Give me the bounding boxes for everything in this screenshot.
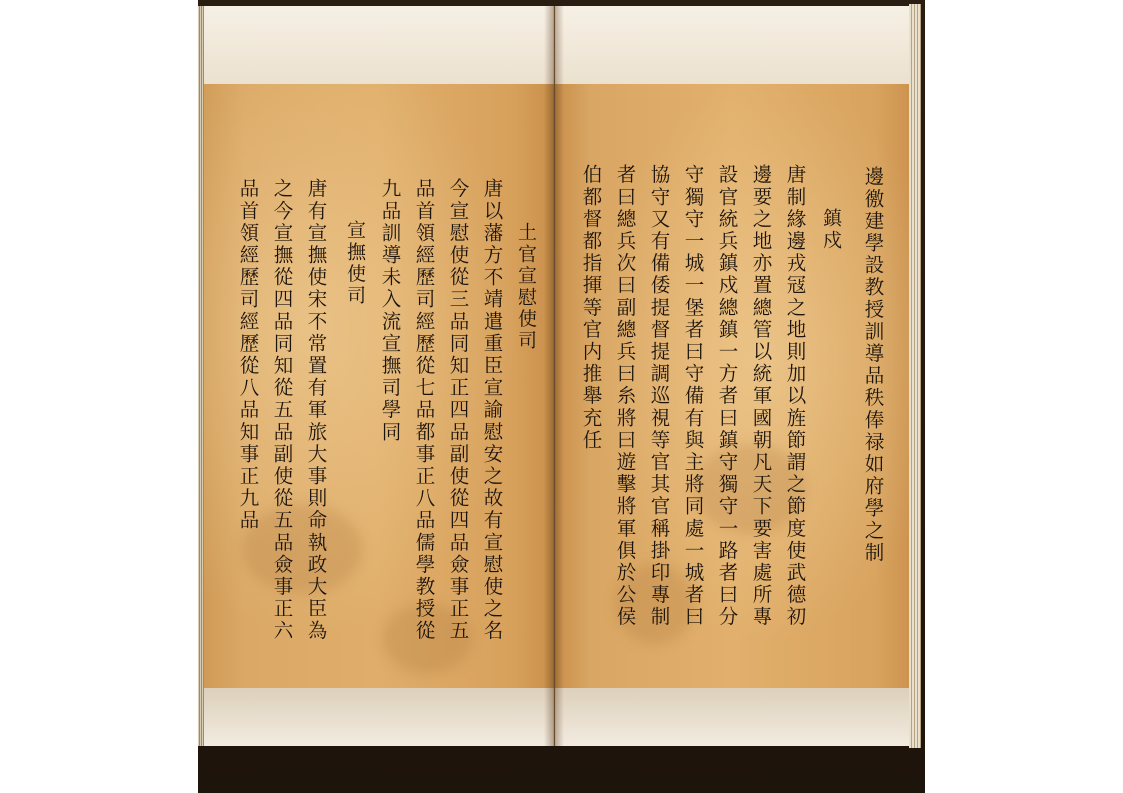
left-text-column-2: 今宣慰使從三品同知正四品副使從四品僉事正五 xyxy=(446,178,470,643)
right-page-edges xyxy=(909,4,921,748)
left-heading-xuanfu: 宣撫使司 xyxy=(344,220,366,307)
right-text-column-4: 設官統兵鎮戍總鎮一方者曰鎮守獨守一路者曰分 xyxy=(715,164,739,629)
left-text-column-6: 之今宣撫從四品同知從五品副使從五品僉事正六 xyxy=(270,178,294,643)
left-text-column-5: 唐有宣撫使宋不常置有軍旅大事則命執政大臣為 xyxy=(304,178,328,643)
left-text-column-1: 唐以藩方不靖遣重臣宣諭慰安之故有宣慰使之名 xyxy=(480,178,504,643)
left-page-bottom-margin xyxy=(202,688,554,746)
book-gutter xyxy=(544,6,564,746)
left-page-top-margin xyxy=(202,6,554,84)
right-heading-zhenshu: 鎮戍 xyxy=(820,208,842,252)
right-text-column-6: 協守又有備倭提督提調巡視等官其官稱掛印專制 xyxy=(647,164,671,629)
left-text-column-3: 品首領經歷司經歷從七品都事正八品儒學教授從 xyxy=(412,178,436,643)
left-page-edges xyxy=(198,6,204,746)
open-book xyxy=(198,0,925,793)
right-page-text-area xyxy=(555,84,911,694)
left-page-text-area xyxy=(202,84,554,694)
right-page xyxy=(555,6,911,746)
right-text-column-7: 者曰總兵次曰副總兵曰糸將曰遊擊將軍俱於公侯 xyxy=(613,164,637,629)
left-text-column-7: 品首領經歷司經歷從八品知事正九品 xyxy=(236,178,260,532)
left-page xyxy=(202,6,555,746)
right-page-top-margin xyxy=(555,6,911,84)
left-text-column-4: 九品訓導未入流宣撫司學同 xyxy=(378,178,402,444)
paper-stain xyxy=(242,504,362,594)
right-text-column-5: 守獨守一城一堡者曰守備有與主將同處一城者曰 xyxy=(681,164,705,629)
right-text-column-3: 邊要之地亦置總管以統軍國朝凡天下要害處所專 xyxy=(749,164,773,629)
right-page-bottom-margin xyxy=(555,688,911,746)
right-text-column-2: 唐制緣邊戎冦之地則加以旌節謂之節度使武德初 xyxy=(783,164,807,629)
right-text-column-1: 邊徼建學設教授訓導品秩俸禄如府學之制 xyxy=(861,166,885,564)
right-text-column-8: 伯都督都指揮等官内推舉充任 xyxy=(579,164,603,452)
left-heading-tusi: 土官宣慰使司 xyxy=(515,222,537,352)
